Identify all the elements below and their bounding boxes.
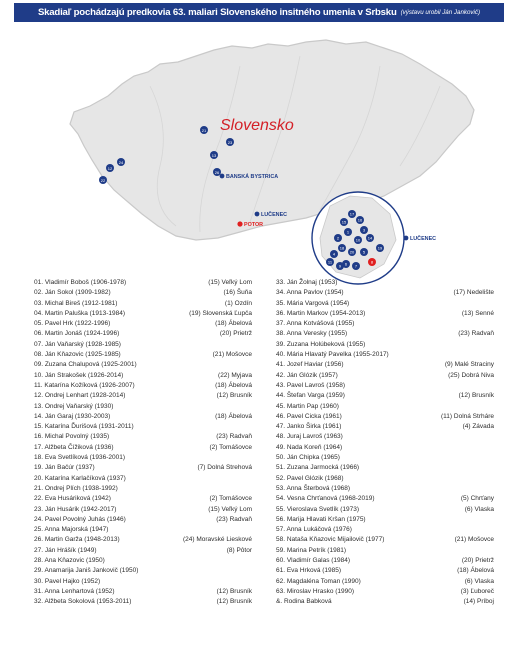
legend-row	[34, 350, 252, 360]
origin-place: (18) Ábelová	[457, 567, 494, 575]
painter-name: 01. Vladimír Boboš (1906-1978)	[34, 279, 127, 286]
marker-label: 3	[362, 227, 366, 233]
origin-place: (7) Dolná Strehová	[197, 464, 252, 472]
slovakia-map	[0, 26, 519, 269]
legend-row	[34, 329, 252, 339]
origin-place: (18) Ábelová	[215, 320, 252, 328]
painter-name: 34. Anna Pavlov (1954)	[276, 289, 344, 297]
painter-name: 40. Mária Hlavatý Pavelka (1955-2017)	[276, 351, 389, 359]
marker-label: 12	[107, 166, 113, 171]
legend-row	[276, 278, 494, 288]
legend-row	[34, 360, 252, 370]
legend-row	[276, 299, 494, 309]
origin-place: (24) Moravské Lieskové	[183, 536, 252, 544]
origin-place: (23) Radvaň	[216, 515, 252, 523]
painter-name: 13. Ondrej Vaňarský (1930)	[34, 402, 114, 410]
origin-place	[491, 350, 494, 360]
legend-row	[276, 577, 494, 587]
origin-place	[491, 463, 494, 473]
origin-place	[491, 546, 494, 556]
origin-place	[491, 340, 494, 350]
legend-row	[34, 412, 252, 422]
country-label: Slovensko	[220, 117, 294, 134]
origin-place: (4) Závada	[462, 423, 494, 431]
painter-name: 14. Ján Garaj (1930-2003)	[34, 412, 111, 420]
legend-row	[34, 597, 252, 607]
legend-row	[34, 422, 252, 432]
origin-place: (12) Brusník	[458, 392, 494, 400]
legend-row	[34, 515, 252, 525]
origin-place: (9) Malé Straciny	[444, 361, 494, 369]
legend-row	[276, 350, 494, 360]
legend-row	[276, 463, 494, 473]
origin-place	[491, 515, 494, 525]
origin-place	[249, 453, 252, 463]
marker-label: 1	[346, 229, 350, 235]
origin-place	[249, 556, 252, 566]
legend-row	[276, 329, 494, 339]
legend-row	[34, 432, 252, 442]
painter-name: 58. Nataša Kňazovic Mijailovič (1977)	[276, 536, 385, 544]
painter-name: 49. Nada Koreň (1964)	[276, 443, 343, 451]
legend-row	[34, 505, 252, 515]
legend-row	[34, 340, 252, 350]
legend-row	[34, 546, 252, 556]
origin-place	[249, 525, 252, 535]
painter-name: 48. Juraj Lavroš (1963)	[276, 433, 343, 441]
legend-row	[34, 288, 252, 298]
painter-name: 29. Anamarija Janiš Jankovič (1950)	[34, 567, 139, 575]
legend-row	[276, 556, 494, 566]
origin-place: (2) Tomášovce	[209, 495, 252, 503]
origin-place: (11) Dolná Strháre	[441, 412, 494, 420]
painter-name: 42. Ján Glózik (1957)	[276, 371, 338, 379]
legend-row	[34, 525, 252, 535]
origin-place	[491, 299, 494, 309]
painter-name: 38. Anna Veresky (1955)	[276, 330, 348, 338]
marker-label: 11	[327, 259, 333, 265]
painter-name: 37. Anna Kotvášová (1955)	[276, 320, 355, 328]
painter-name: 24. Pavel Povolný Juhás (1946)	[34, 515, 126, 523]
legend-row	[34, 463, 252, 473]
slovakia-outline	[70, 40, 474, 240]
origin-place	[491, 484, 494, 494]
painter-name: 16. Michal Povolný (1935)	[34, 433, 110, 441]
legend-column-right	[276, 278, 494, 608]
origin-place: (14) Príboj	[463, 598, 494, 606]
marker-label: 21	[201, 128, 207, 133]
origin-place: (8) Pôtor	[226, 546, 252, 554]
origin-place: (20) Prietrž	[219, 330, 252, 338]
origin-place	[249, 340, 252, 350]
legend-row	[276, 319, 494, 329]
marker-label: 9	[338, 263, 342, 269]
painter-name: 30. Pavel Hajko (1952)	[34, 577, 101, 585]
legend-row	[34, 484, 252, 494]
origin-place	[249, 566, 252, 576]
marker-label: 19	[377, 245, 383, 251]
legend-row	[276, 309, 494, 319]
map-title-note: (výstavu urobil Ján Jankovič)	[400, 9, 481, 16]
legend-row	[276, 402, 494, 412]
marker-label: 22	[100, 178, 106, 183]
painter-name: &. Rodina Babková	[276, 598, 332, 606]
legend-row	[34, 494, 252, 504]
origin-place: (25) Dobrá Niva	[448, 371, 494, 379]
legend-row	[34, 391, 252, 401]
legend-row	[34, 577, 252, 587]
painter-name: 33. Ján Žolnaj (1953)	[276, 279, 338, 286]
painter-name: 62. Magdaléna Toman (1990)	[276, 577, 361, 585]
painter-name: 28. Ana Kňazovic (1950)	[34, 557, 105, 565]
origin-place	[491, 474, 494, 484]
painter-name: 06. Martin Jonáš (1924-1996)	[34, 330, 120, 338]
painter-name: 21. Ondrej Plích (1938-1992)	[34, 484, 118, 492]
origin-place	[249, 474, 252, 484]
legend-row	[34, 474, 252, 484]
city-dot	[404, 236, 409, 241]
origin-place: (19) Slovenská Ľupča	[189, 309, 252, 317]
legend-row	[276, 494, 494, 504]
painter-name: 39. Zuzana Holúbeková (1955)	[276, 340, 366, 348]
painter-name: 45. Martin Pap (1960)	[276, 402, 339, 410]
painter-name: 54. Vesna Chrťanová (1968-2019)	[276, 495, 375, 503]
legend-row	[276, 587, 494, 597]
painter-name: 22. Eva Husáriková (1942)	[34, 495, 111, 503]
marker-label: 16	[357, 217, 363, 223]
origin-place	[249, 577, 252, 587]
origin-place: (23) Radvaň	[216, 433, 252, 441]
legend-row	[34, 566, 252, 576]
painter-name: 02. Ján Sokol (1909-1982)	[34, 289, 111, 297]
origin-place: (18) Ábelová	[215, 381, 252, 389]
origin-place: (12) Brusník	[216, 392, 252, 400]
painter-name: 50. Ján Chipka (1965)	[276, 454, 340, 462]
marker-label: 2	[336, 235, 340, 241]
marker-label: 7	[354, 263, 358, 269]
painter-name: 35. Mária Vargová (1954)	[276, 299, 350, 307]
legend-row	[276, 432, 494, 442]
origin-place: (3) Ľuboreč	[460, 587, 494, 595]
marker-label: 15	[341, 219, 347, 225]
origin-place: (12) Brusník	[216, 598, 252, 606]
painter-name: 41. Jozef Haviar (1956)	[276, 361, 344, 369]
origin-place: (13) Senné	[461, 309, 494, 317]
painter-name: 10. Ján Strakošek (1926-2014)	[34, 371, 124, 379]
legend-row	[276, 505, 494, 515]
painter-name: 27. Ján Hrášík (1949)	[34, 546, 97, 554]
marker-label: 23	[227, 140, 233, 145]
legend-row	[276, 515, 494, 525]
origin-place: (23) Radvaň	[458, 330, 494, 338]
title-bar	[14, 3, 504, 22]
origin-place	[491, 319, 494, 329]
painter-name: 23. Ján Husárik (1942-2017)	[34, 505, 117, 513]
origin-place	[491, 432, 494, 442]
legend-row	[34, 299, 252, 309]
legend-row	[276, 453, 494, 463]
origin-place: (21) Mošovce	[212, 351, 252, 359]
origin-place: (6) Vlaska	[464, 577, 494, 585]
map-title: Skadiaľ pochádzajú predkovia 63. maliari Slovenského insitného umenia v Srbsku	[37, 7, 397, 18]
legend-row	[34, 587, 252, 597]
painter-name: 20. Katarína Karlačíková (1937)	[34, 474, 126, 482]
painter-name: 25. Anna Majorská (1947)	[34, 526, 109, 534]
painter-name: 04. Martin Paluška (1913-1984)	[34, 309, 126, 317]
painter-name: 09. Zuzana Chalupová (1925-2001)	[34, 361, 137, 369]
painter-name: 26. Martin Garža (1948-2013)	[34, 536, 120, 544]
origin-place: (1) Ozdín	[224, 299, 252, 307]
city-label: POTOR	[244, 222, 264, 228]
marker-label: 20	[349, 249, 355, 255]
painter-name: 43. Pavel Lavroš (1958)	[276, 381, 346, 389]
city-dot	[220, 174, 225, 179]
legend-row	[276, 597, 494, 607]
legend-row	[34, 453, 252, 463]
painter-name: 11. Katarína Kožíková (1926-2007)	[34, 381, 135, 389]
legend-row	[276, 340, 494, 350]
legend-row	[34, 371, 252, 381]
painter-name: 32. Alžbeta Sokolová (1953-2011)	[34, 598, 132, 606]
painter-name: 36. Martin Markov (1954-2013)	[276, 309, 366, 317]
painter-name: 52. Pavel Glózik (1968)	[276, 474, 344, 482]
marker-label: 13	[211, 153, 217, 158]
city-dot-highlight	[237, 221, 242, 226]
painter-name: 46. Pavel Cicka (1961)	[276, 412, 342, 420]
painter-name: 05. Pavel Hrk (1922-1996)	[34, 320, 111, 328]
origin-place: (17) Nedelište	[453, 289, 494, 297]
painter-name: 44. Štefan Varga (1959)	[276, 392, 345, 400]
legend-row	[276, 546, 494, 556]
painter-name: 31. Anna Lenhartová (1952)	[34, 587, 115, 595]
legend-row	[34, 402, 252, 412]
painter-name: 19. Ján Bačúr (1937)	[34, 464, 95, 472]
painter-name: 51. Zuzana Jarmocká (1966)	[276, 464, 360, 472]
legend-row	[34, 381, 252, 391]
origin-place	[249, 402, 252, 412]
painter-name: 17. Alžbeta Čížiková (1936)	[34, 443, 114, 451]
legend-row	[276, 412, 494, 422]
origin-place: (20) Prietrž	[461, 557, 494, 565]
painter-name: 60. Vladimír Galas (1984)	[276, 557, 351, 565]
origin-place: (21) Mošovce	[454, 536, 494, 544]
origin-place: (18) Ábelová	[215, 412, 252, 420]
legend-row	[276, 443, 494, 453]
origin-place	[249, 360, 252, 370]
origin-place: (6) Vlaska	[464, 505, 494, 513]
painter-name: 12. Ondrej Lenhart (1928-2014)	[34, 392, 126, 400]
legend-row	[34, 443, 252, 453]
origin-place: (12) Brusník	[216, 587, 252, 595]
legend-row	[34, 278, 252, 288]
origin-place: (2) Tomášovce	[209, 443, 252, 451]
origin-place	[249, 422, 252, 432]
painter-name: 53. Anna Šterbová (1968)	[276, 484, 351, 492]
origin-place: (16) Šuňa	[223, 289, 252, 297]
origin-place	[491, 381, 494, 391]
painter-name: 57. Anna Lukáčová (1976)	[276, 526, 352, 534]
city-label: BANSKÁ BYSTRICA	[226, 174, 279, 180]
marker-label: 8	[370, 259, 374, 265]
painter-name: 59. Marina Petrík (1981)	[276, 546, 347, 554]
city-label: LUČENEC	[261, 212, 288, 218]
origin-place: (5) Chrťany	[460, 495, 494, 503]
marker-label: 5	[362, 249, 366, 255]
legend-row	[276, 525, 494, 535]
legend-row	[276, 288, 494, 298]
painter-name: 03. Michal Bireš (1912-1981)	[34, 299, 118, 307]
origin-place	[491, 453, 494, 463]
origin-place: (15) Veľký Lom	[208, 279, 252, 286]
legend-row	[276, 474, 494, 484]
origin-place	[491, 278, 494, 288]
origin-place	[491, 402, 494, 412]
legend-row	[276, 371, 494, 381]
legend-row	[276, 381, 494, 391]
legend-row	[276, 360, 494, 370]
legend-row	[34, 535, 252, 545]
marker-label: 10	[355, 237, 361, 243]
painter-name: 56. Marija Hlavati Kršan (1975)	[276, 515, 366, 523]
marker-label: 14	[367, 235, 373, 241]
legend-column-left	[34, 278, 252, 608]
marker-label: 24	[118, 160, 124, 165]
legend-row	[34, 319, 252, 329]
marker-label: 26	[214, 170, 220, 175]
legend-row	[276, 566, 494, 576]
painter-name: 55. Vieroslava Svetlík (1973)	[276, 505, 359, 513]
legend-row	[276, 484, 494, 494]
city-label: LUČENEC	[410, 236, 437, 242]
painter-name: 61. Eva Hrková (1985)	[276, 567, 342, 575]
legend-row	[276, 391, 494, 401]
city-dot	[255, 212, 260, 217]
painter-name: 63. Miroslav Hrasko (1990)	[276, 587, 355, 595]
painter-name: 15. Katarína Ďurišová (1931-2011)	[34, 423, 134, 431]
marker-label: 6	[344, 261, 348, 267]
legend-row	[276, 535, 494, 545]
painter-name: 07. Ján Vaňarský (1928-1985)	[34, 340, 121, 348]
legend-row	[34, 556, 252, 566]
origin-place: (15) Veľký Lom	[208, 505, 252, 513]
legend-row	[34, 309, 252, 319]
marker-label: 18	[339, 245, 345, 251]
origin-place: (22) Myjava	[218, 371, 252, 379]
marker-label: 17	[349, 211, 355, 217]
origin-place	[491, 525, 494, 535]
painter-name: 47. Janko Širka (1961)	[276, 423, 342, 431]
painter-name: 08. Ján Kňazovic (1925-1985)	[34, 351, 121, 359]
painter-name: 18. Eva Svetlíková (1936-2001)	[34, 454, 126, 462]
legend-row	[276, 422, 494, 432]
marker-label: 4	[332, 251, 336, 257]
painter-legend	[34, 278, 494, 608]
origin-place	[249, 484, 252, 494]
origin-place	[491, 443, 494, 453]
